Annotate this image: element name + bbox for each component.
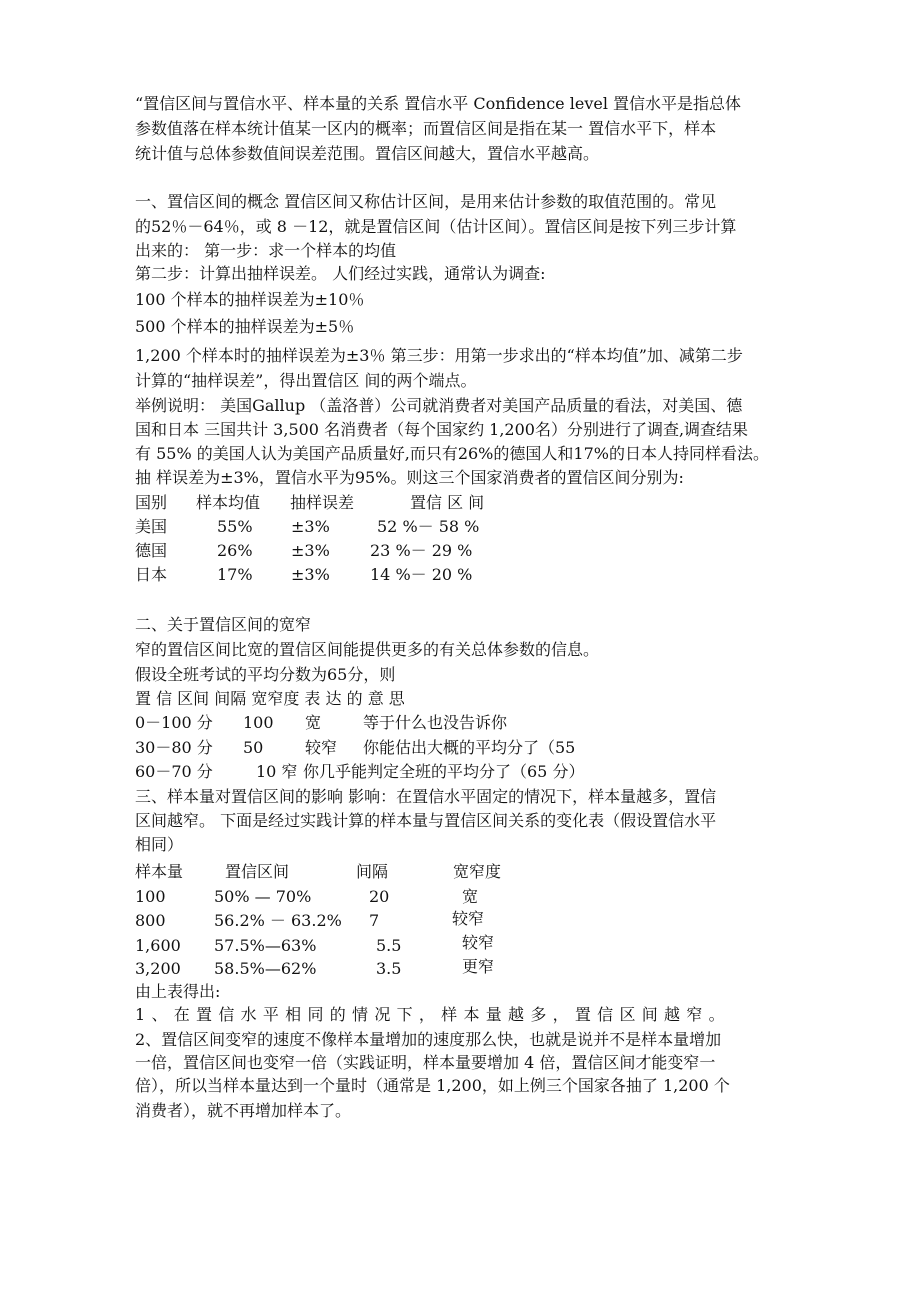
table-cell: 57.5%—63% — [214, 936, 317, 955]
table-cell: ±3% — [291, 517, 330, 536]
text-line: 的52％－64％，或 8 －12，就是置信区间（估计区间）。置信区间是按下列三步计算 — [135, 217, 737, 236]
text-line: 统计值与总体参数值间误差范围。置信区间越大，置信水平越高。 — [135, 144, 600, 163]
table-cell: 较窄 — [305, 738, 338, 757]
table-cell: 56.2% － 63.2% — [214, 911, 342, 930]
text-line: 参数值落在样本统计值某一区内的概率；而置信区间是指在某一 置信水平下，样本 — [135, 119, 717, 138]
table-cell: 更窄 — [462, 957, 495, 976]
table-header-cell: 样本量 — [135, 862, 184, 881]
table-header-cell: 间隔 — [356, 862, 389, 881]
table-header-cell: 置信 区 间 — [410, 493, 485, 512]
table-cell: 50% — 70% — [214, 887, 312, 906]
text-line: 举例说明： 美国Gallup （盖洛普）公司就消费者对美国产品质量的看法，对美国、德 — [135, 396, 743, 415]
table-cell: 20 — [369, 887, 390, 906]
table-cell: 17% — [217, 565, 253, 584]
text-line: 一倍，置信区间也变窄一倍（实践证明，样本量要增加 4 倍，置信区间才能变窄一 — [135, 1053, 716, 1072]
table-cell: 较窄 — [462, 933, 495, 952]
text-line: 倍），所以当样本量达到一个量时（通常是 1,200，如上例三个国家各抽了 1,200 个 — [135, 1076, 730, 1095]
text-line: 2、置信区间变窄的速度不像样本量增加的速度那么快，也就是说并不是样本量增加 — [135, 1030, 722, 1049]
table-cell: 30－80 分 — [135, 738, 213, 757]
table-header-cell: 置信区间 — [225, 862, 290, 881]
table-cell: 0－100 分 — [135, 713, 213, 732]
table-cell: 100 — [243, 713, 274, 732]
section-heading: 二、关于置信区间的宽窄 — [135, 615, 312, 634]
table-cell: 26% — [217, 541, 253, 560]
table-cell: 3.5 — [376, 959, 402, 978]
table-cell: 10 窄 — [256, 762, 298, 781]
table-cell: 55% — [217, 517, 253, 536]
table-cell: 60－70 分 — [135, 762, 213, 781]
text-line: 抽 样误差为±3%，置信水平为95%。则这三个国家消费者的置信区间分别为: — [135, 468, 684, 487]
table-cell: 你能估出大概的平均分了（55 — [363, 738, 576, 757]
table-cell: 100 — [135, 887, 166, 906]
table-header-cell: 样本均值 — [196, 493, 261, 512]
table-cell: ±3% — [291, 541, 330, 560]
text-line: 相同） — [135, 835, 184, 854]
table-cell: 美国 — [135, 517, 168, 536]
table-cell: ±3% — [291, 565, 330, 584]
table-cell: 日本 — [135, 565, 168, 584]
table-cell: 你几乎能判定全班的平均分了（65 分） — [303, 762, 585, 781]
text-line: 消费者），就不再增加样本了。 — [135, 1101, 352, 1120]
text-line: 国和日本 三国共计 3,500 名消费者（每个国家约 1,200名）分别进行了调查,调查结果 — [135, 420, 749, 439]
table-cell: 等于什么也没告诉你 — [363, 713, 508, 732]
text-line: 有 55% 的美国人认为美国产品质量好,而只有26%的德国人和17%的日本人持同样看法。 — [135, 444, 769, 463]
table-cell: 14 %－ 20 % — [370, 565, 473, 584]
table-header-cell: 国别 — [135, 493, 168, 512]
table-cell: 800 — [135, 911, 166, 930]
table-cell: 7 — [369, 911, 380, 930]
table-cell: 宽 — [305, 713, 322, 732]
text-line: 由上表得出: — [135, 982, 221, 1001]
text-line: 1,200 个样本时的抽样误差为±3％ 第三步：用第一步求出的“样本均值”加、减第二步 — [135, 346, 743, 365]
text-line: 1 、 在 置 信 水 平 相 同 的 情 况 下 ， 样 本 量 越 多 ， 置 信 区 间 越 窄 。 — [135, 1005, 726, 1024]
table-cell: 58.5%—62% — [214, 959, 317, 978]
text-line: 计算的“抽样误差”，得出置信区 间的两个端点。 — [135, 371, 477, 390]
text-line: 出来的： 第一步：求一个样本的均值 — [135, 241, 397, 260]
text-line: 假设全班考试的平均分数为65分，则 — [135, 665, 396, 684]
table-cell: 1,600 — [135, 936, 181, 955]
text-line: 500 个样本的抽样误差为±5％ — [135, 317, 355, 336]
table-cell: 宽 — [462, 887, 479, 906]
table-cell: 德国 — [135, 541, 168, 560]
table-cell: 50 — [243, 738, 264, 757]
table-cell: 23 %－ 29 % — [370, 541, 473, 560]
text-line: 第二步：计算出抽样误差。 人们经过实践，通常认为调查: — [135, 264, 546, 283]
text-line: 一、置信区间的概念 置信区间又称估计区间，是用来估计参数的取值范围的。常见 — [135, 192, 717, 211]
table-cell: 较窄 — [452, 909, 485, 928]
text-line: 三、样本量对置信区间的影响 影响：在置信水平固定的情况下，样本量越多，置信 — [135, 787, 717, 806]
table-cell: 3,200 — [135, 959, 181, 978]
table-header-cell: 宽窄度 — [453, 862, 502, 881]
table-header-cell: 抽样误差 — [290, 493, 355, 512]
text-line: 窄的置信区间比宽的置信区间能提供更多的有关总体参数的信息。 — [135, 640, 600, 659]
table-header-row: 置 信 区间 间隔 宽窄度 表 达 的 意 思 — [135, 689, 405, 708]
table-cell: 5.5 — [376, 936, 402, 955]
text-line: 100 个样本的抽样误差为±10％ — [135, 290, 365, 309]
text-line: “置信区间与置信水平、样本量的关系 置信水平 Confidence level 置信水平是指总体 — [135, 94, 742, 113]
table-cell: 52 %－ 58 % — [377, 517, 480, 536]
text-line: 区间越窄。 下面是经过实践计算的样本量与置信区间关系的变化表（假设置信水平 — [135, 811, 717, 830]
